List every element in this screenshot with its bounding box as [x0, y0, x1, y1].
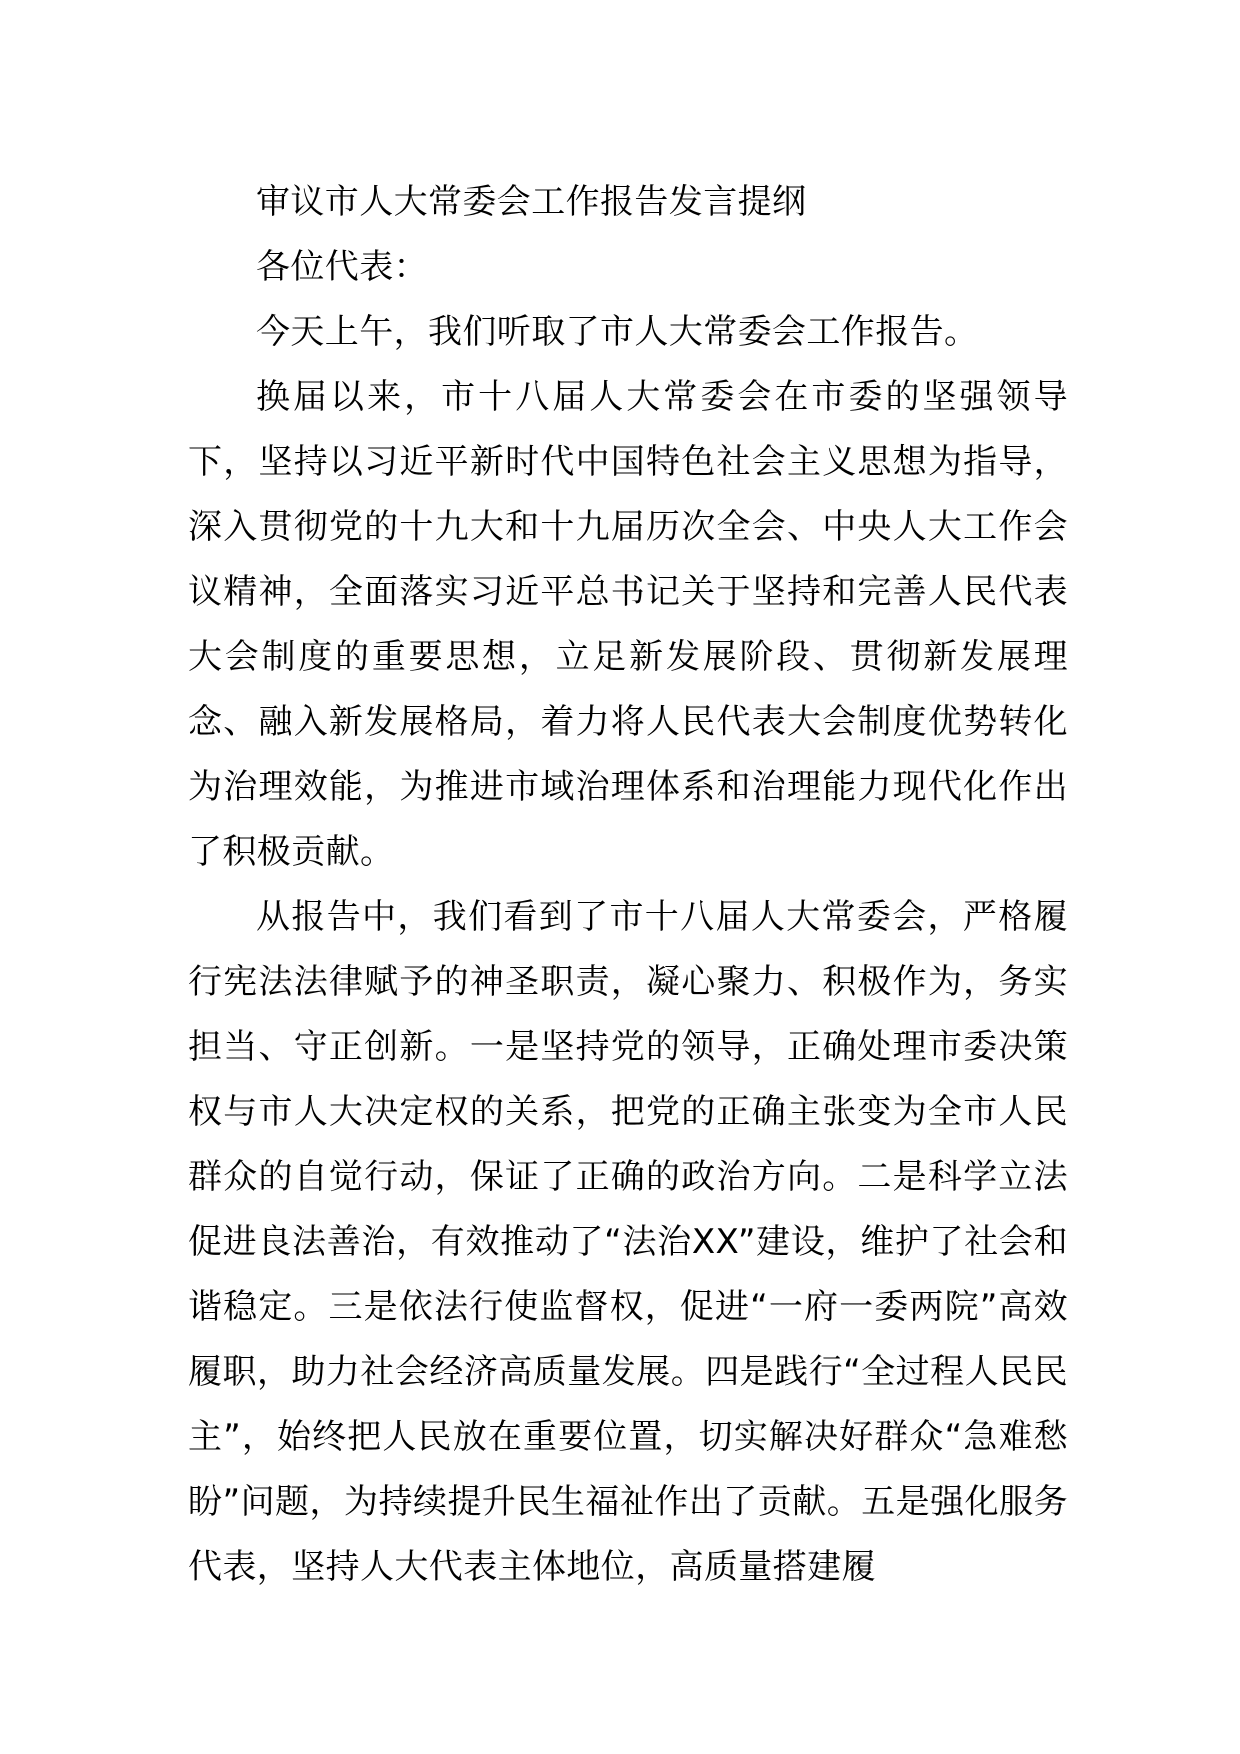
paragraph-overview: 换届以来，市十八届人大常委会在市委的坚强领导下，坚持以习近平新时代中国特色社会主义思想为指导，深入贯彻党的十九大和十九届历次全会、中央人大工作会议精神，全面落实习近平总书记关于坚持和完善人民代表大会制度的重要思想，立足新发展阶段、贯彻新发展理念、融入新发展格局，着力将人民代表大会制度优势转化为治理效能，为推进市域治理体系和治理能力现代化作出了积极贡献。	[188, 377, 1068, 872]
document-title: 审议市人大常委会工作报告发言提纲	[256, 182, 807, 222]
salutation: 各位代表：	[256, 247, 428, 287]
paragraph-achievements: 从报告中，我们看到了市十八届人大常委会，严格履行宪法法律赋予的神圣职责，凝心聚力、积极作为，务实担当、守正创新。一是坚持党的领导，正确处理市委决策权与市人大决定权的关系，把党的正确主张变为全市人民群众的自觉行动，保证了正确的政治方向。二是科学立法促进良法善治，有效推动了“法治XX”建设，维护了社会和谐稳定。三是依法行使监督权，促进“一府一委两院”高效履职，助力社会经济高质量发展。四是践行“全过程人民民主”，始终把人民放在重要位置，切实解决好群众“急难愁盼”问题，为持续提升民生福祉作出了贡献。五是强化服务代表，坚持人大代表主体地位，高质量搭建履	[188, 897, 1068, 1587]
document-body	[188, 170, 1068, 1600]
paragraph-intro: 今天上午，我们听取了市人大常委会工作报告。	[256, 312, 979, 352]
